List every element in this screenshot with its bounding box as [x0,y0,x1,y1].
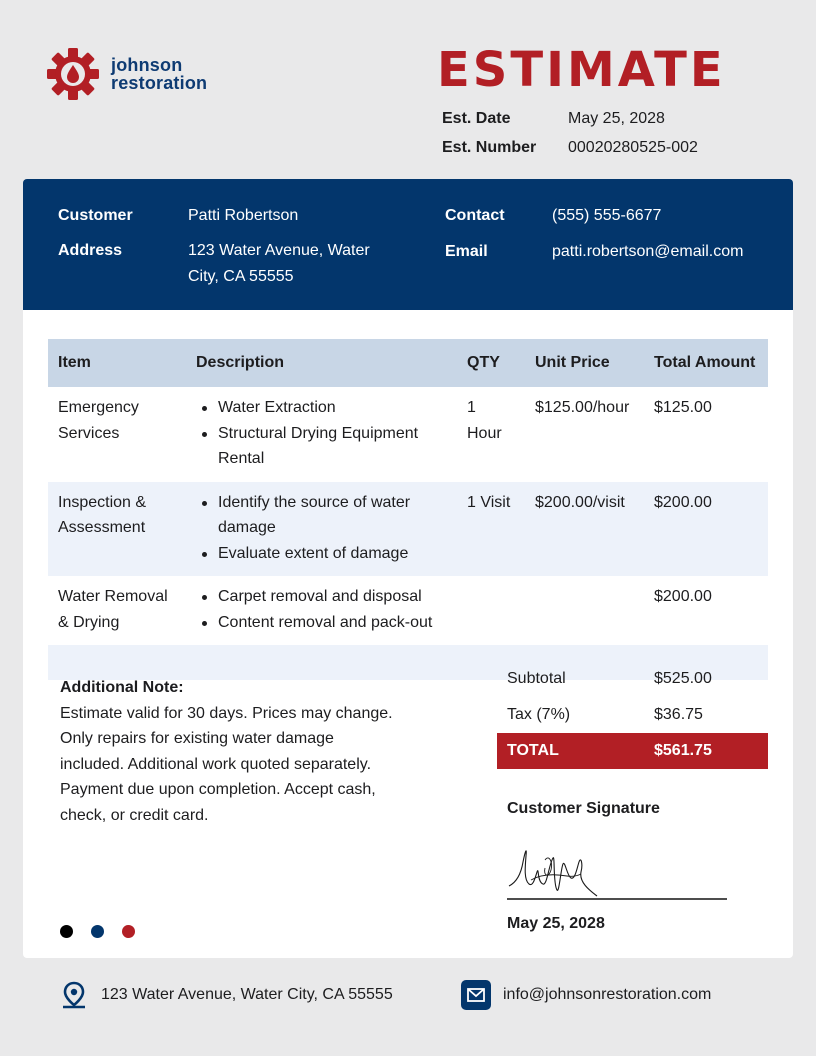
signature-date: May 25, 2028 [507,915,605,932]
totals-block [497,661,768,769]
description-bullet: Content removal and pack-out [196,610,447,636]
row-description [186,576,457,645]
gear-water-drop-icon [47,48,99,100]
customer-email: patti.robertson@email.com [552,243,744,260]
row-unit-price: $125.00/hour [535,399,630,416]
table-row [48,387,768,482]
tax-row [497,697,768,733]
tax-value: $36.75 [654,706,703,723]
row-qty: 1 Visit [457,482,525,577]
description-bullet: Carpet removal and disposal [196,584,447,610]
footer-address-text: 123 Water Avenue, Water City, CA 55555 [101,986,393,1003]
contact-label: Contact [445,207,505,224]
est-number-label: Est. Number [442,138,537,156]
row-description [186,387,457,482]
row-description [186,482,457,577]
signature-line [507,898,727,900]
row-item [48,576,186,645]
header-description: Description [186,339,457,387]
tax-label: Tax (7%) [507,706,571,723]
decor-dot [91,925,104,938]
note-line: Only repairs for existing water damage [60,730,334,747]
document-title: ESTIMATE [437,42,726,98]
row-total: $125.00 [654,399,712,416]
row-item [48,482,186,577]
company-name [111,56,207,92]
customer-name: Patti Robertson [188,207,299,224]
estimate-meta [442,104,698,162]
email-label: Email [445,243,488,260]
subtotal-label: Subtotal [507,670,566,687]
line-items-table [48,339,768,680]
table-row [48,576,768,645]
table-header-row [48,339,768,387]
description-bullet: Structural Drying Equipment Rental [196,421,447,472]
row-qty [457,576,525,645]
note-line: Estimate valid for 30 days. Prices may change. [60,704,393,722]
row-qty: 1 Hour [467,399,502,442]
company-name-line1: johnson [111,55,183,75]
company-logo [47,48,207,100]
description-bullet: Water Extraction [196,395,447,421]
description-bullet: Evaluate extent of damage [196,541,447,567]
header-item: Item [48,339,186,387]
decorative-dots [60,925,153,938]
customer-info-band [23,179,793,310]
note-line: check, or credit card. [60,806,209,824]
additional-note [60,675,410,828]
table-row [48,482,768,577]
est-date-label: Est. Date [442,109,511,127]
footer-email-text[interactable]: info@johnsonrestoration.com [503,986,712,1003]
note-line: included. Additional work quoted separately. [60,755,372,773]
item-line2: & Drying [58,613,120,631]
note-line: Payment due upon completion. Accept cash, [60,781,376,798]
item-line2: Assessment [58,519,146,536]
customer-address [188,238,370,290]
estimate-card [23,310,793,958]
total-label: TOTAL [507,742,559,759]
est-date-value: May 25, 2028 [568,109,665,127]
address-line1: 123 Water Avenue, Water [188,242,370,259]
address-label: Address [58,242,123,259]
header-qty: QTY [457,339,525,387]
signature-title: Customer Signature [507,800,660,817]
subtotal-value: $525.00 [654,670,712,687]
footer-email [461,980,711,1010]
header-unit-price: Unit Price [525,339,644,387]
row-total: $200.00 [644,482,768,577]
total-row [497,733,768,769]
row-item [48,387,186,482]
decor-dot [122,925,135,938]
handwritten-signature [507,824,607,904]
item-line1: Water Removal [58,588,168,605]
decor-dot [60,925,73,938]
address-line2: City, CA 55555 [188,268,294,285]
item-line2: Services [58,424,120,442]
item-line1: Emergency [58,399,139,416]
footer-address [59,980,393,1010]
customer-phone: (555) 555-6677 [552,207,662,224]
header-total-amount: Total Amount [644,339,768,387]
item-line1: Inspection & [58,493,147,511]
company-name-line2: restoration [111,73,208,93]
total-value: $561.75 [654,742,712,759]
est-number-value: 00020280525-002 [568,138,698,156]
row-total: $200.00 [654,588,712,605]
description-bullet: Identify the source of water damage [196,490,447,541]
location-pin-icon [59,980,89,1010]
subtotal-row [497,661,768,697]
envelope-icon [461,980,491,1010]
note-title: Additional Note: [60,679,184,696]
customer-label: Customer [58,207,133,224]
row-unit-price: $200.00/visit [525,482,644,577]
row-unit-price [525,576,644,645]
